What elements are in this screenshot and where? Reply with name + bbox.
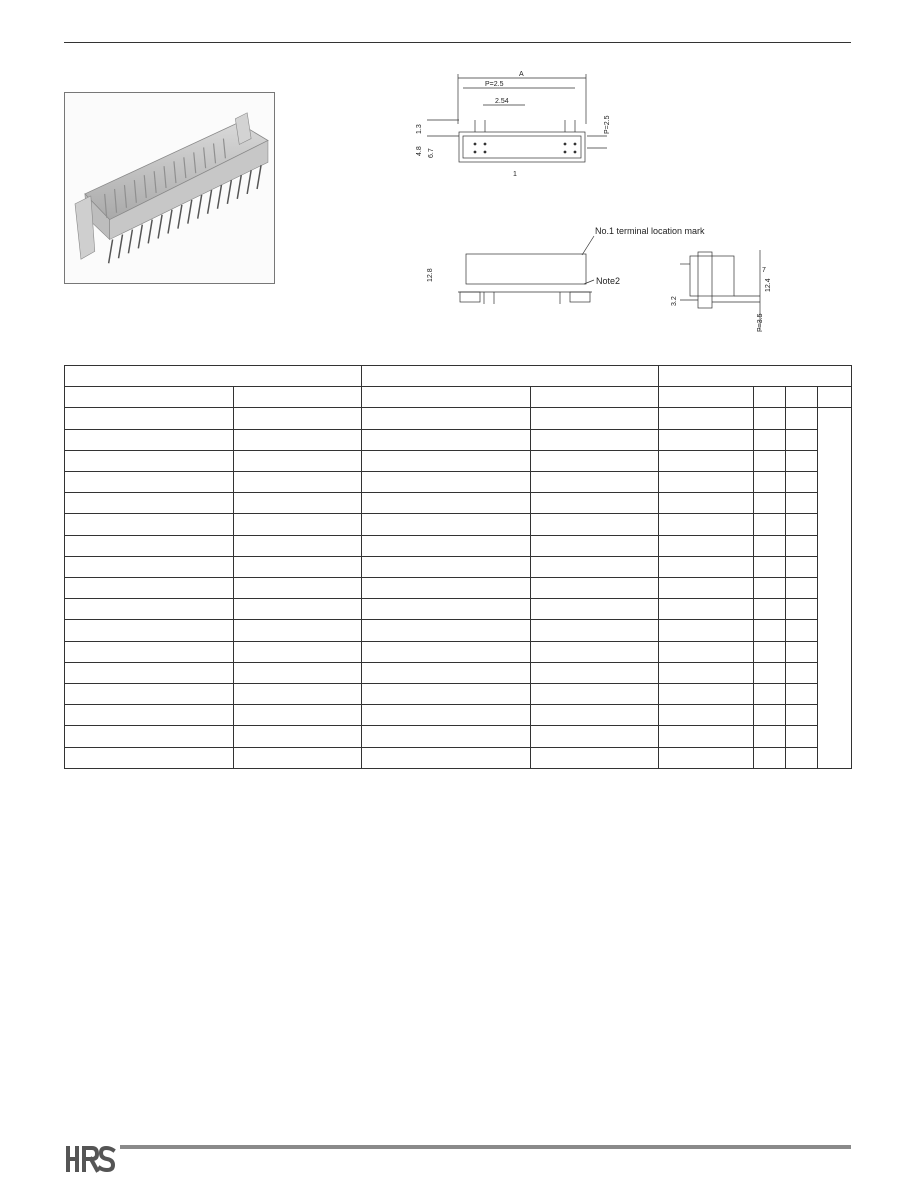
table-subheader-cell xyxy=(754,387,786,408)
table-cell xyxy=(531,493,659,514)
table-cell xyxy=(65,641,234,662)
dim-g-label: P=2.5 xyxy=(604,115,611,134)
table-cell xyxy=(65,705,234,726)
table-subheader-cell xyxy=(531,387,659,408)
table-cell xyxy=(659,726,754,747)
table-cell xyxy=(754,472,786,493)
table-cell xyxy=(754,429,786,450)
header-rule xyxy=(64,42,851,43)
table-cell xyxy=(234,493,362,514)
table-cell xyxy=(65,556,234,577)
table-cell xyxy=(786,578,818,599)
table-cell xyxy=(234,429,362,450)
table-cell xyxy=(754,599,786,620)
table-cell xyxy=(234,747,362,768)
table-cell xyxy=(65,493,234,514)
table-cell xyxy=(786,705,818,726)
table-cell xyxy=(754,747,786,768)
table-cell xyxy=(362,535,531,556)
dim-b-label: P=2.5 xyxy=(485,81,504,88)
table-cell xyxy=(65,514,234,535)
table-cell xyxy=(234,641,362,662)
table-cell xyxy=(659,514,754,535)
table-cell xyxy=(234,599,362,620)
dim-32-label: 3.2 xyxy=(671,296,678,306)
table-cell xyxy=(234,450,362,471)
table-cell xyxy=(65,599,234,620)
table-cell xyxy=(659,747,754,768)
dim-h-label: 1 xyxy=(513,171,517,178)
table-cell xyxy=(754,726,786,747)
table-cell xyxy=(659,408,754,429)
table-cell xyxy=(362,408,531,429)
table-cell xyxy=(65,535,234,556)
table-cell xyxy=(659,429,754,450)
table-cell xyxy=(65,726,234,747)
table-cell xyxy=(659,641,754,662)
table-row xyxy=(65,684,852,705)
table-cell xyxy=(531,684,659,705)
table-cell xyxy=(362,429,531,450)
table-cell xyxy=(754,556,786,577)
table-cell xyxy=(754,684,786,705)
table-cell xyxy=(786,620,818,641)
table-cell xyxy=(65,472,234,493)
table-cell xyxy=(531,705,659,726)
table-cell xyxy=(362,472,531,493)
table-cell xyxy=(531,641,659,662)
table-subheader-cell xyxy=(362,387,531,408)
table-cell xyxy=(234,535,362,556)
table-row xyxy=(65,662,852,683)
table-cell xyxy=(362,747,531,768)
table-cell xyxy=(531,578,659,599)
table-cell xyxy=(65,620,234,641)
table-cell xyxy=(754,662,786,683)
table-cell xyxy=(786,641,818,662)
table-cell xyxy=(659,556,754,577)
side-view-drawing xyxy=(668,240,778,335)
table-cell xyxy=(531,726,659,747)
note2-callout: Note2 xyxy=(596,276,621,286)
table-subheader-cell xyxy=(786,387,818,408)
table-cell xyxy=(234,578,362,599)
table-cell xyxy=(362,450,531,471)
table-header-row xyxy=(65,366,852,387)
table-cell xyxy=(362,726,531,747)
table-cell xyxy=(362,578,531,599)
table-row xyxy=(65,578,852,599)
top-view-drawing xyxy=(415,68,625,178)
table-cell xyxy=(786,514,818,535)
table-row xyxy=(65,641,852,662)
table-row xyxy=(65,514,852,535)
spec-table-body xyxy=(65,366,852,769)
footer-rule xyxy=(120,1145,851,1149)
table-subheader-cell xyxy=(65,387,234,408)
table-row xyxy=(65,556,852,577)
table-cell xyxy=(234,556,362,577)
table-row xyxy=(65,429,852,450)
table-cell xyxy=(659,705,754,726)
table-cell xyxy=(531,472,659,493)
dim-7-label: 7 xyxy=(762,267,766,274)
table-cell xyxy=(362,705,531,726)
dim-35-label: P=3.5 xyxy=(757,313,764,332)
table-cell xyxy=(362,641,531,662)
table-cell xyxy=(659,493,754,514)
table-cell xyxy=(786,472,818,493)
spec-table xyxy=(64,365,852,769)
table-cell xyxy=(531,599,659,620)
table-cell xyxy=(754,578,786,599)
table-cell xyxy=(362,556,531,577)
table-cell xyxy=(786,599,818,620)
table-cell xyxy=(786,747,818,768)
table-cell xyxy=(362,493,531,514)
dim-e-label: 1.3 xyxy=(416,124,423,134)
table-cell xyxy=(65,429,234,450)
table-cell xyxy=(234,662,362,683)
table-cell xyxy=(531,450,659,471)
table-subheader-cell xyxy=(234,387,362,408)
table-header-cell xyxy=(362,366,659,387)
table-row xyxy=(65,620,852,641)
terminal-mark-callout: No.1 terminal location mark xyxy=(595,226,705,236)
table-cell xyxy=(754,641,786,662)
table-cell xyxy=(234,408,362,429)
table-cell xyxy=(531,514,659,535)
table-subheader-cell xyxy=(818,387,852,408)
table-cell xyxy=(234,514,362,535)
table-cell xyxy=(786,535,818,556)
table-row xyxy=(65,450,852,471)
table-cell xyxy=(362,514,531,535)
connector-image xyxy=(65,93,274,283)
table-cell xyxy=(786,726,818,747)
table-cell xyxy=(786,493,818,514)
table-cell xyxy=(754,620,786,641)
table-cell xyxy=(362,599,531,620)
table-cell xyxy=(531,535,659,556)
table-cell xyxy=(531,662,659,683)
table-cell xyxy=(65,684,234,705)
table-cell xyxy=(754,705,786,726)
table-row xyxy=(65,747,852,768)
table-cell xyxy=(531,620,659,641)
table-row xyxy=(65,493,852,514)
table-cell xyxy=(65,578,234,599)
table-header-cell xyxy=(659,366,852,387)
table-cell xyxy=(362,620,531,641)
table-cell xyxy=(234,705,362,726)
table-cell xyxy=(754,514,786,535)
table-row xyxy=(65,705,852,726)
table-cell xyxy=(659,450,754,471)
product-photo xyxy=(64,92,275,284)
table-cell xyxy=(786,450,818,471)
table-cell xyxy=(234,620,362,641)
table-cell xyxy=(786,429,818,450)
table-cell xyxy=(531,747,659,768)
table-cell xyxy=(65,450,234,471)
table-cell xyxy=(786,662,818,683)
table-cell xyxy=(659,578,754,599)
table-cell xyxy=(659,620,754,641)
table-cell xyxy=(754,450,786,471)
table-cell xyxy=(659,472,754,493)
table-cell xyxy=(65,662,234,683)
dim-a-label: A xyxy=(519,71,524,78)
table-cell xyxy=(65,408,234,429)
table-cell xyxy=(754,493,786,514)
table-cell xyxy=(65,747,234,768)
table-cell xyxy=(786,556,818,577)
table-cell xyxy=(818,408,852,769)
dim-height-label: 12.8 xyxy=(427,268,434,282)
dim-f-label: 6.7 xyxy=(428,148,435,158)
table-row xyxy=(65,535,852,556)
table-cell xyxy=(531,408,659,429)
table-cell xyxy=(754,408,786,429)
table-cell xyxy=(362,662,531,683)
dim-c-label: 2.54 xyxy=(495,98,509,105)
table-row xyxy=(65,408,852,429)
table-cell xyxy=(234,472,362,493)
table-cell xyxy=(531,556,659,577)
table-cell xyxy=(659,684,754,705)
table-cell xyxy=(659,599,754,620)
table-cell xyxy=(754,535,786,556)
table-row xyxy=(65,472,852,493)
table-header-cell xyxy=(65,366,362,387)
table-cell xyxy=(234,684,362,705)
table-cell xyxy=(659,535,754,556)
table-cell xyxy=(362,684,531,705)
table-subheader-cell xyxy=(659,387,754,408)
table-cell xyxy=(234,726,362,747)
dim-d-label: 4.8 xyxy=(416,146,423,156)
table-subheader-row xyxy=(65,387,852,408)
table-cell xyxy=(659,662,754,683)
table-cell xyxy=(531,429,659,450)
table-row xyxy=(65,599,852,620)
hrs-logo xyxy=(64,1144,116,1174)
table-row xyxy=(65,726,852,747)
table-cell xyxy=(786,684,818,705)
dim-124-label: 12.4 xyxy=(765,278,772,292)
table-cell xyxy=(786,408,818,429)
